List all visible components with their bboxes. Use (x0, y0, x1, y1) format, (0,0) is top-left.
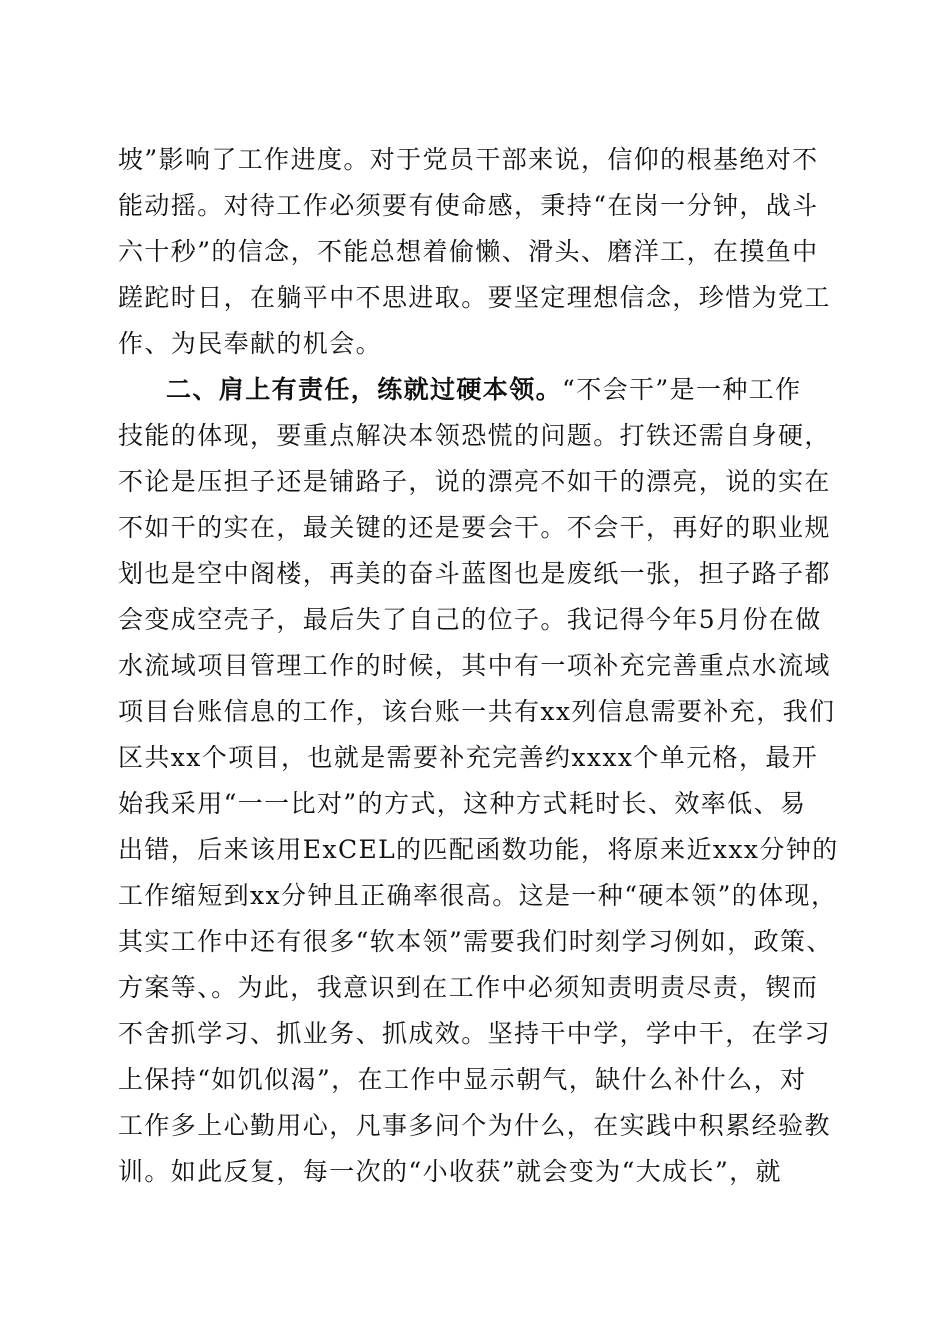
section-heading: 二、肩上有责任，练就过硬本领。 (166, 375, 563, 404)
section-heading-line (166, 372, 856, 408)
body-text-line: 六十秒”的信念，不能总想着偷懒、滑头、磨洋工，在摸鱼中 (118, 237, 819, 266)
body-text-line: 作、为民奉献的机会。 (118, 329, 383, 358)
section-heading-continuation: “不会干”是一种工作 (562, 375, 802, 404)
body-text-line: 坡”影响了工作进度。对于党员干部来说，信仰的根基绝对不 (118, 145, 819, 174)
body-text-line: 不如干的实在，最关键的还是要会干。不会干，再好的职业规 (118, 513, 831, 542)
body-text-line: 能动摇。对待工作必须要有使命感，秉持“在岗一分钟，战斗 (118, 191, 819, 220)
body-text-line: 不论是压担子还是铺路子，说的漂亮不如干的漂亮，说的实在 (118, 467, 831, 496)
body-text-line: 水流域项目管理工作的时候，其中有一项补充完善重点水流域 (118, 651, 831, 680)
body-text-line: 训。如此反复，每一次的“小收获”就会变为“大成长”，就 (118, 1157, 782, 1186)
body-text-line: 项目台账信息的工作，该台账一共有xx列信息需要补充，我们 (118, 697, 836, 726)
body-text-line: 蹉跎时日，在躺平中不思进取。要坚定理想信念，珍惜为党工 (118, 283, 831, 312)
body-text-line: 始我采用“一一比对”的方式，这种方式耗时长、效率低、易 (118, 789, 807, 818)
body-text-line: 区共xx个项目，也就是需要补充完善约xxxx个单元格，最开 (118, 743, 819, 772)
body-text-line: 技能的体现，要重点解决本领恐慌的问题。打铁还需自身硬， (118, 421, 831, 450)
body-text-line: 上保持“如饥似渴”，在工作中显示朝气，缺什么补什么，对 (118, 1065, 807, 1094)
body-text-line: 划也是空中阁楼，再美的奋斗蓝图也是废纸一张，担子路子都 (118, 559, 831, 588)
body-text-line: 工作多上心勤用心，凡事多问个为什么，在实践中积累经验教 (118, 1111, 831, 1140)
body-text-line: 其实工作中还有很多“软本领”需要我们时刻学习例如，政策、 (118, 927, 833, 956)
body-text-line: 出错，后来该用ExCEL的匹配函数功能，将原来近xxx分钟的 (118, 835, 839, 864)
body-text-line: 工作缩短到xx分钟且正确率很高。这是一种“硬本领”的体现， (118, 881, 838, 910)
body-text-line: 方案等、。为此，我意识到在工作中必须知责明责尽责，锲而 (118, 973, 819, 1002)
body-text-line: 会变成空壳子，最后失了自己的位子。我记得今年5月份在做 (118, 605, 822, 634)
body-text-line: 不舍抓学习、抓业务、抓成效。坚持干中学，学中干，在学习 (118, 1019, 831, 1048)
